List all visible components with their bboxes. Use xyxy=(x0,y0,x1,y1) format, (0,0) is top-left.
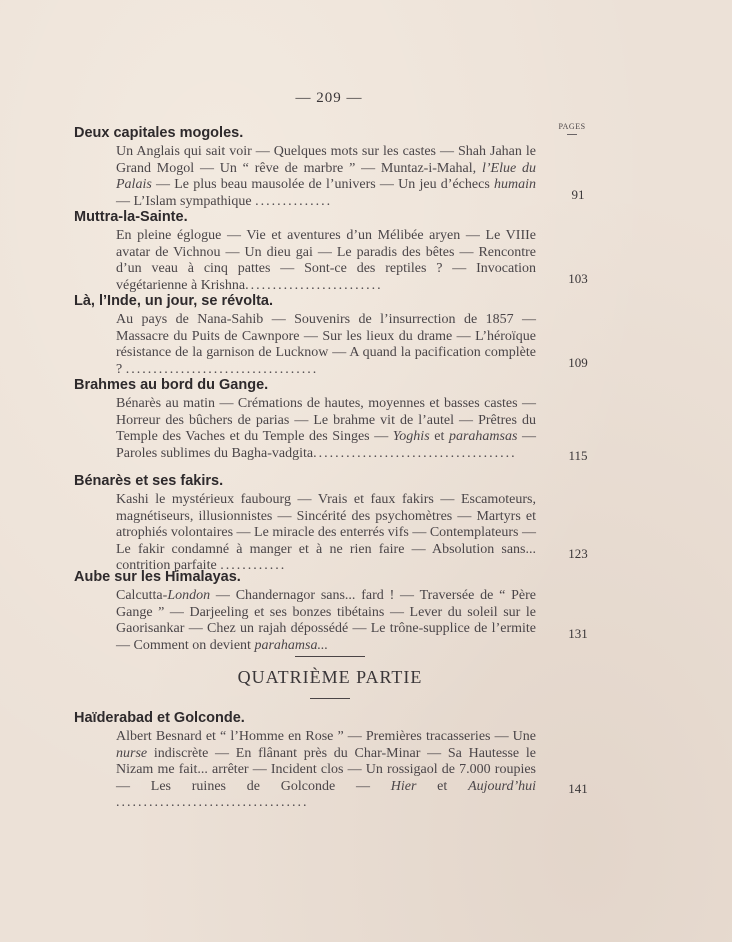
toc-entry xyxy=(74,568,598,654)
entry-title: Haïderabad et Golconde. xyxy=(74,710,245,726)
divider-rule xyxy=(310,698,350,699)
entry-page-number: 115 xyxy=(568,448,588,463)
toc-entry xyxy=(74,376,598,462)
entry-title: Brahmes au bord du Gange. xyxy=(74,377,269,393)
divider-rule xyxy=(295,656,365,657)
toc-entry xyxy=(74,472,598,575)
entry-summary: Au pays de Nana-Sahib — Souvenirs de l’insurrection de 1857 — Massacre du Puits de Cawnpore — Sur les lieux du drame — L’héroïque résistance de la garnison de Lucknow — A quand la pacification complète ? ................................... xyxy=(116,312,536,377)
toc-entry xyxy=(74,124,598,210)
entry-page-number: 141 xyxy=(568,781,588,796)
section-heading: QUATRIÈME PARTIE xyxy=(237,667,423,687)
entry-summary: En pleine églogue — Vie et aventures d’un Mélibée aryen — Le VIIIe avatar de Vichnou — Un dieu gai — Le paradis des bêtes — Rencontre d’un veau à cinq pattes — Sont-ce des reptiles ? — Invocation végétarienne à Krishna......................... xyxy=(116,228,536,293)
entry-summary: Albert Besnard et “ l’Homme en Rose ” — Premières tracasseries — Une nurse indiscrète — En flânant près du Char-Minar — Sa Hautesse le Nizam me fait... arrêter — Incident clos — Un rossigaol de 7.000 roupies — Les ruines de Golconde — Hier et Aujourd’hui ................................... xyxy=(116,729,536,811)
entry-title: Muttra-la-Sainte. xyxy=(74,209,188,225)
entry-title: Bénarès et ses fakirs. xyxy=(74,473,224,489)
entry-page-number: 109 xyxy=(568,355,588,370)
entry-page-number: 91 xyxy=(571,187,585,202)
entry-page-number: 131 xyxy=(568,626,588,641)
section-heading-block xyxy=(0,656,660,699)
entry-title: Là, l’Inde, un jour, se révolta. xyxy=(74,293,274,309)
pages-label-text: PAGES xyxy=(558,122,586,131)
entry-summary: Calcutta-London — Chandernagor sans... fard ! — Traversée de “ Père Gange ” — Darjeeling et ses bonzes tibétains — Lever du soleil sur le Gaorisankar — Chez un rajah dépossédé — Le trône-supplice de l’ermite — Comment on devient parahamsa... xyxy=(116,588,536,653)
entry-title: Aube sur les Himalayas. xyxy=(74,569,241,585)
entry-title: Deux capitales mogoles. xyxy=(74,125,244,141)
entry-summary: Bénarès au matin — Crémations de hautes, moyennes et basses castes — Horreur des bûchers de parias — Le brahme vit de l’autel — Prêtres du Temple des Vaches et du Temple des Singes — Yoghis et parahamsas — Paroles sublimes du Bagha-vadgita..................................... xyxy=(116,396,536,461)
entry-summary: Un Anglais qui sait voir — Quelques mots sur les castes — Shah Jahan le Grand Mogol — Un “ rêve de marbre ” — Muntaz-i-Mahal, l’Elue du Palais — Le plus beau mausolée de l’univers — Un jeu d’échecs humain — L’Islam sympathique .............. xyxy=(116,144,536,209)
page-number: — 209 — xyxy=(295,90,363,106)
entry-page-number: 123 xyxy=(568,546,588,561)
toc-entry xyxy=(74,709,598,812)
entry-summary: Kashi le mystérieux faubourg — Vrais et faux fakirs — Escamoteurs, magnétiseurs, illusionnistes — Sincérité des psychomètres — Martyrs et atrophiés volontaires — Le miracle des enterrés vifs — Contemplateurs — Le fakir condamné à manger et à ne rien faire — Absolution sans... contrition parfaite ............ xyxy=(116,492,536,574)
toc-entry xyxy=(74,292,598,378)
toc-entry xyxy=(74,208,598,294)
entry-page-number: 103 xyxy=(568,271,588,286)
